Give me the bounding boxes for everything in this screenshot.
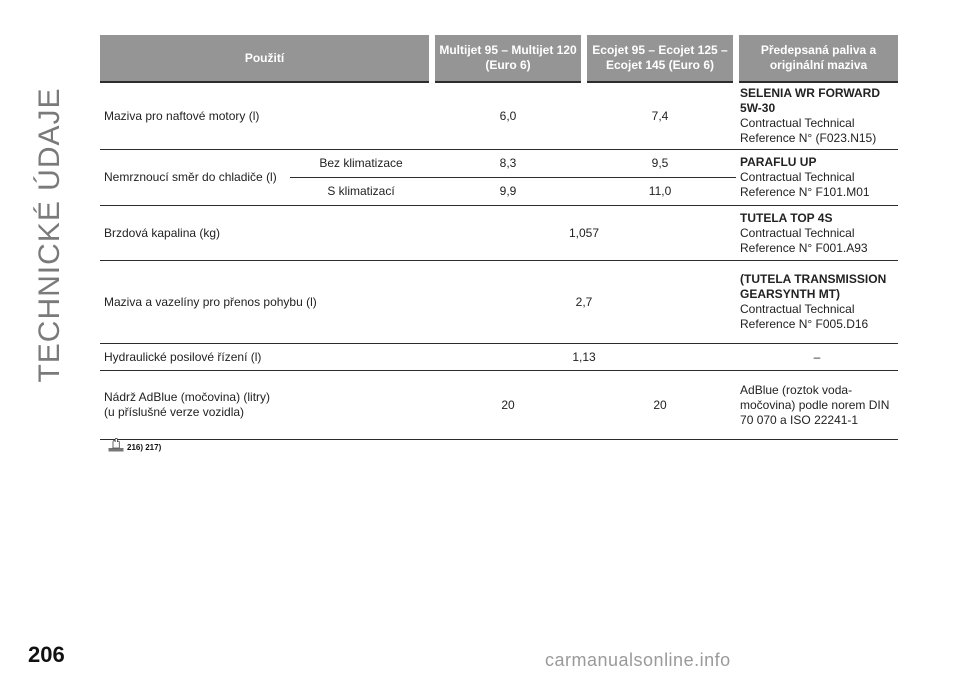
header-fuels: Předepsaná paliva a originální maziva [736, 35, 898, 82]
header-ecojet: Ecojet 95 – Ecojet 125 – Ecojet 145 (Euro 6) [584, 35, 736, 82]
adblue-version-note: (u příslušné verze vozidla) [104, 405, 245, 419]
row-label-coolant: Nemrznoucí směr do chladiče (l) [100, 150, 290, 206]
table-row [100, 150, 898, 178]
row-label-brake: Brzdová kapalina (kg) [100, 206, 432, 261]
footnote-refs: 216) 217) [127, 443, 162, 452]
value-multijet: 9,9 [432, 178, 584, 206]
value-ecojet: 7,4 [584, 82, 736, 150]
product-cell [736, 261, 898, 344]
product-cell: AdBlue (roztok voda-močovina) podle norem DIN 70 070 a ISO 22241-1 [736, 371, 898, 440]
row-label-steering: Hydraulické posilové řízení (l) [100, 344, 432, 371]
product-name: (TUTELA TRANSMISSION GEARSYNTH MT) [740, 272, 887, 301]
fluids-table [100, 35, 898, 440]
page-number: 206 [28, 642, 65, 667]
product-cell [736, 206, 898, 261]
table-row [100, 206, 898, 261]
value-multijet: 20 [432, 371, 584, 440]
value-multijet: 6,0 [432, 82, 584, 150]
product-reference: Contractual Technical Reference N° (F023.N15) [740, 116, 877, 145]
product-name: PARAFLU UP [740, 155, 817, 169]
adblue-label: Nádrž AdBlue (močovina) (litry) [104, 390, 271, 404]
value-ecojet: 9,5 [584, 150, 736, 178]
row-label-transmission: Maziva a vazelíny pro přenos pohybu (l) [100, 261, 432, 344]
value-ecojet: 11,0 [584, 178, 736, 206]
table-row [100, 261, 898, 344]
header-multijet: Multijet 95 – Multijet 120 (Euro 6) [432, 35, 584, 82]
sub-label-no-ac: Bez klimatizace [290, 150, 432, 178]
section-title: TECHNICKÉ ÚDAJE [33, 87, 66, 383]
value-ecojet: 20 [584, 371, 736, 440]
row-label-diesel-oil: Maziva pro naftové motory (l) [100, 82, 432, 150]
footnote [108, 438, 161, 452]
product-reference: Contractual Technical Reference N° F101.M01 [740, 170, 870, 199]
warning-hand-icon [108, 438, 124, 452]
value-both: 2,7 [432, 261, 736, 344]
table-row [100, 344, 898, 371]
table-row [100, 82, 898, 150]
row-label-adblue [100, 371, 432, 440]
table-row [100, 371, 898, 440]
product-name: TUTELA TOP 4S [740, 210, 833, 225]
product-reference: Contractual Technical Reference N° F005.D16 [740, 302, 869, 331]
product-cell [736, 82, 898, 150]
product-cell: – [736, 344, 898, 371]
table-header-row [100, 35, 898, 82]
watermark: carmanualsonline.info [545, 650, 731, 670]
product-name: SELENIA WR FORWARD 5W-30 [740, 86, 881, 115]
product-cell [736, 150, 898, 206]
header-use: Použití [100, 35, 432, 82]
sub-label-with-ac: S klimatizací [290, 178, 432, 206]
value-multijet: 8,3 [432, 150, 584, 178]
value-both: 1,13 [432, 344, 736, 371]
product-reference: Contractual Technical Reference N° F001.A93 [740, 225, 868, 255]
value-both: 1,057 [432, 206, 736, 261]
